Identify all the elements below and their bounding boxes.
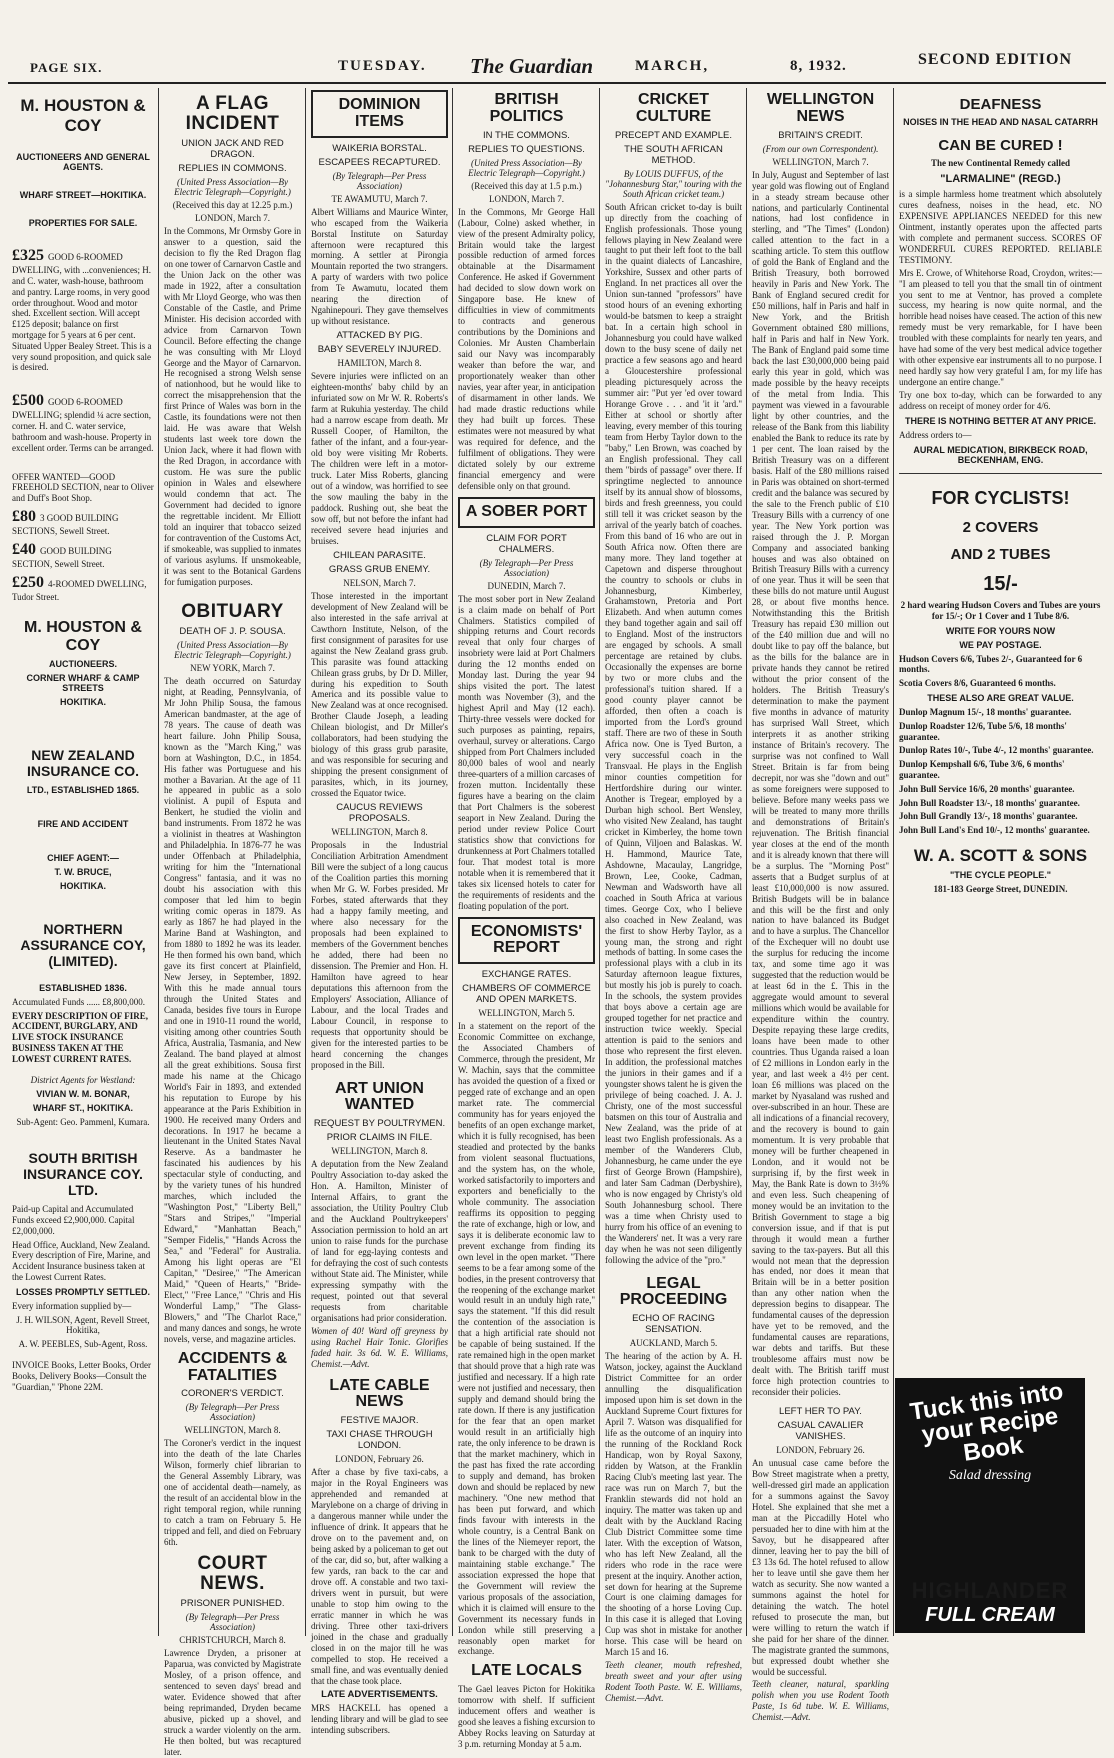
column-flag-incident xyxy=(160,88,305,1757)
highlander-ad xyxy=(895,1578,1085,1627)
article-subheading: PRECEPT AND EXAMPLE. xyxy=(614,129,733,141)
article-headline: LATE LOCALS xyxy=(471,1662,582,1680)
property-text: GOOD 6-ROOMED DWELLING, with ...conveniences; H. and C. water, wash-house, bathroom and pantry. Large rooms, in very good order throughout. Wood and motor shed. Excellent section. Will accept £125 deposit; balance on first mortgage for 5 years at 6 per cent. Situated Upper Bealey Street. This is a very sound proposition, and quick sale is desired. xyxy=(12,252,152,373)
article-byline: (By Telegraph—Per Press Association) xyxy=(479,557,574,578)
ad-headline: FOR CYCLISTS! xyxy=(931,487,1070,508)
insurance-agent-name: VIVIAN W. M. BONAR, xyxy=(36,1089,130,1100)
ad-address: AURAL MEDICATION, BIRKBECK ROAD, BECKENHAM, ENG. xyxy=(913,444,1088,465)
section-heading: PROPERTIES FOR SALE. xyxy=(28,218,138,228)
ad-headline: DEAFNESS xyxy=(959,96,1042,113)
property-listing xyxy=(12,540,154,570)
column-rule xyxy=(599,88,600,1636)
ad-body: 2 hard wearing Hudson Covers and Tubes are yours for 15/-; Or 1 Cover and 1 Tube 8/6. xyxy=(900,599,1101,621)
ad-line: John Bull Roadster 13/-, 18 months' guarantee. xyxy=(899,797,1080,808)
advertisement: Women of 40! Ward off greyness by using Rachel Hair Tonic. Glorifies faded hair. 3s 6d. W. E. Williams, Chemist.—Advt. xyxy=(311,1325,448,1369)
article-byline: By LOUIS DUFFUS, of the "Johannesburg Star," touring with the South African cricket team.) xyxy=(605,168,742,199)
property-text: 4-ROOMED DWELLING, Tudor Street. xyxy=(12,578,147,603)
ad-line: John Bull Service 16/6, 20 months' guarantee. xyxy=(899,783,1075,794)
article-byline: (By Telegraph—Per Press Association) xyxy=(185,1402,280,1423)
article-subheading: CASUAL CAVALIER VANISHES. xyxy=(777,1420,864,1443)
ad-price: 15/- xyxy=(983,572,1018,595)
property-text: 3 GOOD BUILDING SECTIONS, Sewell Street. xyxy=(12,512,119,537)
article-body: In a statement on the report of the Economic Committee on exchange, the Associated Chambers of Commerce, through the president, Mr W. Machin, says that the committee has avoided the question of a fixed or pegged rate of exchange and an open market rate. The commercial community has for years enjoyed the benefits of an open exchange market, which it is fully recognised, has been steadied and protected by the banks from violent seasonal fluctuations, and the system has, on the whole, worked satisfactorily to importers and exporters and beneficially to the whole community. The association reaffirms its opposition to pegging the rate of exchange, high or low, and says it is deliberate economic law to prevent exchange from finding its own level in the open market. "There seems to be a fear among some of the bodies, in the present controversy that the reopening of the exchange market would result in an unduly high rate," says the statement. "If this did result the contention of the association is that a high artificial rate should not be capable of being sustained. If the rate remained high in the open market that should prove that a high rate was justified and necessary. If a high rate were not justified and necessary, then supply and demand should bring the rate down. If there is any justification for the fear that an open market would result in an artificially high rate, the only inference to be drawn is that the market machinery, which in the past has fixed the rate according to supply and demand, has broken down and should be replaced by new machinery. "One new method that has been put forward, and which finds favour with interests in the whole country, is a Central Bank on the lines of the Niemeyer report, the bank to be charged with the duty of maintaining stable exchange." The association expressed the hope that the Government will review the various proposals of the association, which it is claimed will ensure to the Government its necessary funds in London while still preserving a reasonably open market for exchange. xyxy=(458,1021,595,1657)
ad-line: Dunlop Rates 10/-, Tube 4/-, 12 months' guarantee. xyxy=(899,745,1094,756)
article-body: Those interested in the important development of New Zealand will be also interested in the safe arrival at Cawthorn Institute, Nelson, of the first consignment of parasites for use against the New Zealand grass grub. This parasite was found attacking Chilean grass grubs, by Dr D. Miller, during his expedition to South America and its possible value to New Zealand was at once recognised. Brother Claude Joseph, a leading Chilean biologist, and Dr Miller's collaborators, had been studying the biology of this grass grub parasite, and was responsible for securing and shipping the present consignment of parasites, which, in its journey, crossed the Equator twice. xyxy=(311,590,448,799)
property-price: £500 xyxy=(12,392,44,410)
insurance-funds: Accumulated Funds ...... £8,800,000. xyxy=(12,996,145,1007)
section-heading: LATE ADVERTISEMENTS. xyxy=(321,1689,438,1701)
article-dateline: NELSON, March 7. xyxy=(343,577,416,588)
article-subheading: CHAMBERS OF COMMERCE AND OPEN MARKETS. xyxy=(462,983,591,1006)
article-byline: (United Press Association—By Electric Telegraph—Copyright.) xyxy=(174,176,291,197)
insurance-office: Head Office, Auckland, New Zealand. Every description of Fire, Marine, and Accident Insurance business taken at the Lowest Current Rates. xyxy=(12,1239,151,1283)
property-listing xyxy=(12,507,154,537)
article-byline: (From our own Correspondent). xyxy=(762,143,879,154)
property-listing xyxy=(12,391,154,453)
ad-headline: AND 2 TUBES xyxy=(950,545,1051,563)
article-dateline: NEW YORK, March 7. xyxy=(190,662,275,673)
column-classifieds xyxy=(8,88,158,1638)
article-body: South African cricket to-day is built up directly from the coaching of English professionals. Those young fellows playing in New Zealand were taught to put their left foot to the ball in the quaint dialects of Lancashire, Yorkshire, Sussex and other parts of England. In net practices all over the Union sun-tanned "professors" have stood hours of an evening exhorting would-be batsmen to keep a straight bat. In a certain high school in Johannesburg you could have walked down to the busy scene of daily net practice a few seasons ago and heard a Gloucestershire professional pleading picturesquely across the summer air: "Put yer 'ed over toward Horange Grove . . . and 'it it 'ard." Either at school or shortly after leaving, every member of this touring team from Herby Taylor down to the "baby," Len Brown, was coached by an English professional. They call them "birds of passage" over there. If springtime neglected to announce itself by its annual show of blossoms, birds and fresh greenness, you could still tell it was cricket season by the arrival of the yearly batch of coaches. From this band of 16 who are out in South Africa now. Often there are many more. They land together at Capetown and disperse throughout the country to schools or clubs in Johannesburg, Kimberley, Grahamstown, Pretoria and Port Elizabeth. And when autumn comes they band together again and sail off to England. Most of the instructors are engaged by schools. A small percentage are retained by clubs. Occasionally the expenses are borne by two or more clubs and the professional's tuition shared. If a good county player cannot be afforded, then often a coach is imported from the Lord's ground staff. There are two of these in South Africa now. One is Tyed Burton, a very successful coach in the Transvaal. He plays in the English minor counties competition for Hertfordshire during our winter. Another is Tregear, employed by a Durban high school. Bert Wensley, who visited New Zealand, has taught cricket in Kimberley, the home town of Quinn, Viljoen and Balaskas. W. H. Hammond, Maurice Tate, Ashdowne, Macaulay, Langridge, Brown, Lee, Cooke, Cadman, Newman and Wadsworth have all coached in South Africa at various times. George Cox, who I believe also coached in New Zealand, was the first to show Herby Taylor, as a young man, the strong and right methods of batting. In some cases the professional plays with a club in its Saturday afternoon league fixtures, but mostly his job is purely to coach. In the schools, the system provides that boys above a certain age are grouped together for net practice and instruction twice weekly. Special attention is paid to the seniors and those who represent the first eleven. In addition, the professional matches the juniors in their games and if a youngster shows talent he is given the privilege of being coached. J. A. J. Christy, one of the most successful batsmen on this tour of Australia and New Zealand, was the pride of at least two English professionals. As a member of the Wanderers Club, Johannesburg, he came under the eye first of George Brown (Hampshire), and later Sam Cadman (Derbyshire), who is now engaged by Christy's old South Johannesburg school. There was a time when Christy used to hurry from his office of an evening to the Wanderers' net. It was a very rare day when he was not seen diligently following the advice of the "pro." xyxy=(605,201,742,1265)
article-body: The most sober port in New Zealand is a claim made on behalf of Port Chalmers. Statistics compiled of shipping returns and Court records reveal that only four charges of insobriety were laid at Port Chalmers during the 12 months ended on Monday last. During the year 94 ships visited the port. The latest month was November (3), and the highest April and May (12 each). Thirty-three vessels were docked for such purposes as painting, repairs, overhaul, survey or alterations. Cargo shipped from Port Chalmers included 80,000 bales of wool and nearly three-quarters of a million carcases of frozen mutton. Incidentally these figures have a bearing on the claim that Port Chalmers is the soberest seaport in New Zealand. During the period under review Police Court statistics show that convictions for drunkenness at Port Chalmers totalled four. That modest total is more notable when it is remembered that it takes six licensed hotels to cater for the requirements of residents and the floating population of the port. xyxy=(458,593,595,911)
article-headline: CRICKET CULTURE xyxy=(635,91,712,125)
article-body: In July, August and September of last year gold was flowing out of England in a steady stream because other nations, and particularly Continental nations, had lost confidence in sterling, and "The Times" (London) called attention to the fact in a scathing article. To stem this outflow of gold the Bank of England and the British Treasury, both borrowed heavily in Paris and New York. The Bank of England secured credit for £50 millions, half in Paris and half in New York, and the British Government obtained £80 millions, half in Paris and half in New York. The Bank of England paid some time back the last £30,000,000 being paid early this year in gold, which was made possible by the heavy receipts of the metal from India. This payment was viewed in a favourable light by other countries, and the release of the Bank from this liability enabled the Bank to reduce its rate by 1 per cent. The loan raised by the British Treasury was on a different basis. Half of the £80 millions raised in Paris was obtained on short-termed credit and the balance was secured by the sale to the French public of £10 Treasury Bills with a currency of one year. The New York portion was raised through the J. P. Morgan Company and associated banking houses and was also obtained on British Treasury Bills with a currency of one year. Thus it will be seen that these bills do not mature until August 28, or about five months hence. Notwithstanding this the British Treasury has repaid £30 million out of the £40 million due and will no doubt like to pay off the balance, but as the bills for the balance are in private hands they cannot be retired without the prior consent of the holders. The British Treasury's determination to make the payment five months in advance of maturity has surprised Wall Street, which interprets it as another striking instance of Britain's recovery. The surprise was not confined to Wall Street. Britain is far from being decrepit, nor was she "down and out" as some foreigners were supposed to believe. Before many weeks pass we will be treated to many more thrills and demonstrations of Britain's rejuvenation. The British financial year closes at the end of the month and it is already known that there will be a surplus. The "Morning Post" asserts that a Budget surplus of at least £10,000,000 is now assured. British Budgets will be in balance and this will be the first and only nation to have balanced its Budget and to have a surplus. The Chancellor of the Exchequer will no doubt use the surplus for reducing the income tax, and some time ago it was suggested that the reduction would be at least 6d in the £. This in the aggregate would amount to several millions which would be available for expenditure within the country. Despite repaying these large credits, loans have been made to other countries. Thus Uganda raised a loan of £2 millions in London early in the year, and last week a 4½ per cent. loan £6 millions was placed on the market by Nyasaland was rushed and over-subscribed in an hour. These are all indications of a financial recovery, and the recovery is bound to gain momentum. It is very probable that money will be further cheapened in London, and it would not be surprising if, by the first week in May, the Bank Rate is down to 3½% and even less. Such cheapening of money would be an invitation to the British Government to stage a big conversion issue, and if that is put through it would mean a further saving to the tax-payers. But all this would not mean that the depression has ended, nor does it mean that Britain will be in a better position than any other nation when the depression begins to disappear. The fundamental causes of the depression have yet to be removed, and the fundamental causes are reparations, war debts and tariffs. But these troublesome affairs must now be dealt with. The British tariff must force high protection countries to reconsider their policies. xyxy=(752,169,889,1398)
article-headline: OBITUARY xyxy=(181,600,284,622)
ad-body: is a simple harmless home treatment which absolutely cures deafness, noises in the head, etc. NO EXPENSIVE APPLIANCES NEEDED for this new Ointment, instantly operates upon the affected parts with complete and permanent success. SCORES OF WONDERFUL CURES REPORTED. RELIABLE TESTIMONY. xyxy=(899,188,1102,265)
article-subheading: REPLIES TO QUESTIONS. xyxy=(468,143,585,155)
firm-town: HOKITIKA. xyxy=(60,696,106,707)
article-headline: A SOBER PORT xyxy=(465,502,588,520)
headline-box xyxy=(458,497,595,528)
ad-line: Address orders to— xyxy=(899,430,972,441)
column-wellington-news xyxy=(748,88,893,1723)
masthead-day: TUESDAY. xyxy=(338,58,427,74)
ad-line: John Bull Land's End 10/-, 12 months' guarantee. xyxy=(899,825,1090,836)
property-text: GOOD 6-ROOMED DWELLING; splendid ¼ acre section, corner. H. and C. water service, bathroom and wash-house. Property in excellent order. Terms can be arranged. xyxy=(12,397,154,453)
column-dominion-items xyxy=(307,88,452,1736)
page-number: PAGE SIX. xyxy=(30,60,103,75)
article-subheading: LEFT HER TO PAY. xyxy=(779,1406,862,1418)
article-body: The Coroner's verdict in the inquest into the death of the late Charles Wilson, formerly chief librarian to the General Assembly Library, was one of accidental death—namely, as the result of an accidental blow in the right temporal region, while running to catch a tram on February 5. He tripped and fell, and died on February 6th. xyxy=(164,1438,301,1548)
article-subheading: CORONER'S VERDICT. xyxy=(181,1388,284,1400)
article-subheading: PRIOR CLAIMS IN FILE. xyxy=(326,1132,433,1144)
received-note: (Received this day at 1.5 p.m.) xyxy=(471,180,582,191)
ad-line: WRITE FOR YOURS NOW xyxy=(945,625,1056,636)
ad-line: Dunlop Magnum 15/-, 18 months' guarantee. xyxy=(899,706,1072,717)
masthead xyxy=(0,0,1114,84)
article-body: The Gael leaves Picton for Hokitika tomorrow with shelf. If sufficient inducement offers and weather is good she leaves a fishing excursion to Abbey Rocks leaving on Saturday at 3 p.m. returning Monday at 5 a.m. xyxy=(458,1684,595,1750)
advertisement: Teeth cleaner, natural, sparkling polish when you use Rodent Tooth Paste, 1s 6d tube. W. E. Williams, Chemist.—Advt. xyxy=(752,1679,889,1723)
insurance-subagent: Sub-Agent: Geo. Pammenl, Kumara. xyxy=(16,1117,150,1128)
masthead-rule xyxy=(8,82,1106,84)
insurance-description: EVERY DESCRIPTION OF FIRE, ACCIDENT, BURGLARY, AND LIVE STOCK INSURANCE BUSINESS TAKEN AT THE LOWEST CURRENT RATES. xyxy=(12,1010,149,1064)
ad-line: John Bull Grandly 13/-, 18 months' guarantee. xyxy=(899,811,1078,822)
insurance-company: NORTHERN ASSURANCE COY, (LIMITED). xyxy=(20,920,146,969)
ad-headline: CAN BE CURED ! xyxy=(938,137,1063,154)
article-body: Albert Williams and Maurice Winter, who escaped from the Waikeria Borstal Institute on Saturday afternoon were recaptured this morning. A settler at Pirongia Mountain reported the two strangers. A party of warders with two police from Te Awamutu, located them nearing the direction of Ngahinepouri. They gave themselves up without resistance. xyxy=(311,206,448,327)
article-subheading: GRASS GRUB ENEMY. xyxy=(328,563,431,575)
article-headline: COURT NEWS. xyxy=(197,1553,268,1595)
firm-name: M. HOUSTON & COY xyxy=(24,618,142,654)
insurance-agent-name: T. W. BRUCE, xyxy=(54,866,112,877)
article-dateline: WELLINGTON, March 8. xyxy=(184,1425,281,1436)
insurance-agent-address: WHARF ST., HOKITIKA. xyxy=(33,1103,133,1114)
firm-address: CORNER WHARF & CAMP STREETS xyxy=(26,672,140,693)
firm-role: AUCTIONEERS. xyxy=(48,658,117,669)
brand-tagline: FULL CREAM xyxy=(895,1604,1085,1627)
article-body: The death occurred on Saturday night, at Reading, Pennsylvania, of Mr John Philip Sousa, the famous American bandmaster, at the age of 78 years. The cause of death was heart failure. John Philip Sousa, known as the "March King," was born at Washington, D.C., in 1854. His father was Portuguese and his mother a Bavarian. At the age of 11 he appeared in public as a solo violinist. A pupil of Esputa and Benkert, he studied the violin and band instruments. From 1872 he was a violinist in theatres at Washington and Philadelphia. In 1876-77 he was under Offenbach at Philadelphia, writing for him the "International Congress" fantasia, and it was no doubt his association with this composer that led him to begin writing comic operas in 1879. As early as 1867 he had played in the Marine Band at Washington, and from 1880 to 1892 he was its leader. He then formed his own band, which gave its first concert at Plainfield, New Jersey, in September, 1892. With this he made annual tours through the United States and Canada, besides five tours in Europe and one in 1910-11 round the world, visiting among other countries South Africa, Australia, Tasmania, and New Zealand. The band played at almost all the great exhibitions. Sousa first made his name at the Chicago World's Fair in 1893, and extended his reputation to Europe by his appearance at the Paris Exhibition in 1900. He received many Orders and decorations. In 1917 he became a lieutenant in the United States Naval Reserve. As a bandmaster he fascinated his audiences by his spectacular style of conducting, and by the variety tunes of his hundred marches, which included the "Washington Post," "Liberty Bell," "Stars and Stripes," "Imperial Edward," "Manhattan Beach," "Semper Fidelis," "Hands Across the Sea," and "Federal" for Australia. Among his light operas are "El Capitan," "Desiree," "The American Maid," "Queen of Hearts," "Bride-Elect," "Free Lance," "Chris and His Wonderful Lamp," "The Glass-Blowers," and "The Charlot Race," and many dances and songs, he wrote novels, verse, and magazine articles. xyxy=(164,675,301,1344)
article-byline: (By Telegraph—Per Press Association) xyxy=(185,1612,280,1633)
article-byline: (By Telegraph—Per Press Association) xyxy=(332,170,427,191)
ad-line: Dunlop Roadster 12/6, Tube 5/6, 18 months' guarantee. xyxy=(899,720,1067,742)
article-byline: (United Press Association—By Electric Telegraph—Copyright.) xyxy=(468,157,585,178)
headline-box xyxy=(311,90,448,138)
article-dateline: WELLINGTON, March 8. xyxy=(331,827,428,838)
insurance-subagent: A. W. PEEBLES, Sub-Agent, Ross. xyxy=(18,1339,148,1350)
article-body: Severe injuries were inflicted on an eighteen-months' baby child by an infuriated sow on Mr W. R. Roberts's farm at Rukuhia yesterday. The child had a narrow escape from death. Mr Russell Cooper, of Hamilton, the father of the infant, and a four-year-old boy were visiting Mr Roberts. The children were left in a motor-truck. Later Miss Roberts, glancing out of a window, was horrified to see the sow mauling the baby in the paddock. Rushing out, she beat the sow off, but not before the infant had received severe head injuries and bruises. xyxy=(311,371,448,546)
firm-role: AUCTIONEERS AND GENERAL AGENTS. xyxy=(16,152,150,172)
article-subheading: REQUEST BY POULTRYMEN. xyxy=(313,1118,446,1130)
article-dateline: DUNEDIN, March 7. xyxy=(487,580,566,591)
article-body: In the Commons, Mr Ormsby Gore in answer to a question, said the decision to fly the Red Dragon flag on one tower of Carnarvon Castle and the Union Jack on the other was made in 1922, after a consultation with Mr Lloyd George, who was then Constable of the Castle, and Prime Minister. His decision accorded with advice from Carnarvon Town Council. Before effecting the change he was consulting with Mr Lloyd George and the Mayor of Carnarvon. He recognised a strong Welsh sense of nationhood, but he would like to correct the misapprehension that the first Prince of Wales was born in the Castle, its foundations were not then laid. He was aware that Welsh students last week tore down the Union Jack, where it had flown with the Red Dragon, in accordance with custom. He was sure the public opinion in Wales and elsewhere would condemn that act. The Government had decided to ignore the regrettable incident. Mr Elliott told an inquirer that tobacco seized for contravention of the Customs Act, if smokeable, was supplied to inmates of various asylums. If unsmokeable, it was sent to the Botanical Gardens for fumigation purposes. xyxy=(164,225,301,587)
ad-line: Dunlop Kempshall 6/6, Tube 3/6, 6 months' guarantee. xyxy=(899,759,1065,780)
article-headline: ACCIDENTS & FATALITIES xyxy=(177,1349,288,1384)
article-dateline: LONDON, March 7. xyxy=(489,193,564,204)
article-headline: A FLAG INCIDENT xyxy=(185,93,280,134)
ad-line: Scotia Covers 8/6, Guaranteed 6 months. xyxy=(899,678,1056,689)
column-rule xyxy=(746,88,747,1636)
article-subheading: UNION JACK AND RED DRAGON. xyxy=(181,137,284,160)
insurance-established: ESTABLISHED 1836. xyxy=(39,982,127,993)
article-dateline: LONDON, February 26. xyxy=(776,1445,865,1456)
headline-box xyxy=(458,917,595,965)
insurance-established: LTD., ESTABLISHED 1865. xyxy=(26,784,140,795)
masthead-month: MARCH, xyxy=(635,58,710,74)
article-subheading: REPLIES IN COMMONS. xyxy=(178,162,287,174)
article-body: The hearing of the action by A. H. Watson, jockey, against the Auckland District Committee for an order annulling the disqualification imposed upon him is set down in the Auckland Supreme Court fixtures for April 7. Watson was disqualified for life as the outcome of an inquiry into the running of the Rockland Rock Handicap, won by Royal Saxony, ridden by Watson, at the Franklin Racing Club's meeting last year. The race was run on March 7, but the Franklin stewards did not hold an inquiry. The matter was taken up and dealt with by the Auckland Racing Club District Committee some time later. With the exception of Watson, who has left New Zealand, all the riders who rode in the race were present at the inquiry. Another action, set down for hearing at the Supreme Court is one claiming damages for the shooting of a horse Loving Cup. In this case it is alleged that Loving Cup was shot in mistake for another horse. This case will be heard on March 15 and 16. xyxy=(605,1351,742,1658)
ad-line: Hudson Covers 6/6, Tubes 2/-, Guaranteed for 6 months. xyxy=(899,653,1083,675)
article-subheading: CLAIM FOR PORT CHALMERS. xyxy=(486,532,567,555)
masthead-edition: SECOND EDITION xyxy=(918,51,1073,68)
column-rule xyxy=(452,88,453,1636)
property-price: £250 xyxy=(12,573,44,591)
masthead-date: 8, 1932. xyxy=(790,58,847,74)
article-subheading: BABY SEVERELY INJURED. xyxy=(317,344,442,356)
received-note: (Received this day at 12.25 p.m.) xyxy=(172,199,293,210)
article-dateline: WELLINGTON, March 7. xyxy=(772,156,869,167)
article-subheading: DEATH OF J. P. SOUSA. xyxy=(179,625,286,637)
advertisement: Teeth cleaner, mouth refreshed, breath sweet and your after using Rodent Tooth Paste. W. E. Williams, Chemist.—Advt. xyxy=(605,1660,742,1704)
article-dateline: HAMILTON, March 8. xyxy=(337,358,422,369)
firm-name: M. HOUSTON & COY xyxy=(20,96,146,135)
article-headline: ART UNION WANTED xyxy=(335,1079,424,1114)
ad-line: THESE ALSO ARE GREAT VALUE. xyxy=(927,692,1074,703)
ad-line: "THE CYCLE PEOPLE." xyxy=(949,869,1052,880)
article-subheading: ATTACKED BY PIG. xyxy=(336,330,423,342)
article-body: After a chase by five taxi-cabs, a major in the Royal Engineers was apprehended and remanded at Marylebone on a charge of driving in a dangerous manner while under the influence of drink. It appears that he drove on to the pavement and, on being asked by a policeman to get out of the car, did so, but, after walking a few yards, ran back to the car and drove off. A constable and two taxi-drivers went in pursuit, but were unable to stop him owing to the erratic manner in which he was driving. Three other taxi-drivers joined in the chase and gradually closed in on the major till he was compelled to stop. He received a small fine, and was eventually denied that the chase took place. xyxy=(311,1467,448,1686)
ad-line: The new Continental Remedy called xyxy=(931,158,1070,168)
ad-subheading: NOISES IN THE HEAD AND NASAL CATARRH xyxy=(903,117,1098,127)
column-british-politics xyxy=(454,88,599,1750)
article-dateline: WELLINGTON, March 5. xyxy=(478,1008,575,1019)
article-dateline: AUCKLAND, March 5. xyxy=(629,1338,718,1349)
insurance-info: Every information supplied by— xyxy=(12,1300,132,1311)
insurance-company: SOUTH BRITISH INSURANCE COY. LTD. xyxy=(23,1150,143,1199)
article-subheading: FESTIVE MAJOR. xyxy=(340,1415,419,1427)
article-body: An unusual case came before the Bow Street magistrate when a pretty, well-dressed girl made an application for a summons against the Savoy Hotel. She explained that she met a man at the Piccadilly Hotel who persuaded her to dine with him at the Savoy, but he disappeared after dinner, leaving her to pay the bill of £3 13s 6d. The hotel refused to allow her to leave until she gave them her watch as security. She now wanted a summons against the hotel for detaining the watch. The hotel refused to prosecute the man, but were willing to return the watch if she paid for her share of the dinner. The magistrate granted the summons, but expressed doubt whether she would be successful. xyxy=(752,1458,889,1677)
insurance-capital: Paid-up Capital and Accumulated Funds exceed £2,900,000. Capital £2,000,000. xyxy=(12,1204,135,1236)
ad-headline: W. A. SCOTT & SONS xyxy=(913,845,1088,865)
article-dateline: WELLINGTON, March 8. xyxy=(331,1146,428,1157)
invoice-ad: INVOICE Books, Letter Books, Order Books, Delivery Books—Consult the "Guardian," 'Phone 22M. xyxy=(12,1360,151,1392)
article-headline: BRITISH POLITICS xyxy=(489,91,564,125)
insurance-company: NEW ZEALAND INSURANCE CO. xyxy=(26,746,139,779)
property-listing: OFFER WANTED—GOOD FREEHOLD SECTION, near to Oliver and Duff's Boot Shop. xyxy=(12,471,154,504)
article-body: A deputation from the New Zealand Poultry Association to-day asked the Hon. A. Hamilton, Minister of Internal Affairs, to grant the association, the Utility Poultry Club and the Auckland Poultrykeepers' Association permission to hold an art union to raise funds for the purchase of land for egg-laying contests and for defraying the cost of such contests without State aid. The Minister, while expressing sympathy with the request, pointed out that several requests from charitable organisations had prior consideration. xyxy=(311,1159,448,1323)
article-headline: DOMINION ITEMS xyxy=(338,96,421,130)
insurance-lines: FIRE AND ACCIDENT xyxy=(37,818,129,829)
article-byline: (United Press Association—By Electric Telegraph—Copyright.) xyxy=(174,639,291,660)
insurance-agents-label: District Agents for Westland: xyxy=(30,1074,136,1085)
article-dateline: LONDON, March 7. xyxy=(195,212,270,223)
advertisement: MRS HACKELL has opened a lending library and will be glad to see intending subscribers. xyxy=(311,1703,448,1736)
column-cricket-culture xyxy=(601,88,746,1704)
article-subheading: ECHO OF RACING SENSATION. xyxy=(632,1313,715,1336)
article-headline: WELLINGTON NEWS xyxy=(766,91,875,125)
article-dateline: CHRISTCHURCH, March 8. xyxy=(179,1635,286,1646)
article-subheading: CHILEAN PARASITE. xyxy=(333,549,426,561)
ad-body: Try one box to-day, which can be forwarded to any address on receipt of money order for 4/6. xyxy=(899,390,1102,412)
insurance-losses: LOSSES PROMPTLY SETTLED. xyxy=(15,1286,151,1297)
brand-name: HIGHLANDER xyxy=(911,1578,1069,1603)
ad-address: 181-183 George Street, DUNEDIN. xyxy=(933,883,1068,894)
article-subheading: THE SOUTH AFRICAN METHOD. xyxy=(624,143,723,166)
article-body: In the Commons, Mr George Hall (Labour, Colne) asked whether, in view of the present Admiralty policy, Britain would take the largest possible reduction of armed forces obtainable at the Disarmament Conference. He asked if Government had decided to slow down work on Singapore base. He knew of difficulties in view of commitments to contracts and generous contributions by the Dominions and Colonies. Mr Austen Chamberlain said our Navy was incomparably weaker than before the war, and proportionately weaker than other navies, year after year, in anticipation of disarmament in other lands. We had made drastic reductions while they had built up forces. These estimates were not measured by what was required for defence, and the fulfilment of obligations. They were dictated solely by our extreme financial emergency and were defensible only on that ground. xyxy=(458,206,595,491)
masthead-title: The Guardian xyxy=(470,54,594,78)
article-dateline: LONDON, February 26. xyxy=(335,1454,424,1465)
property-listing xyxy=(12,573,154,603)
article-headline: LATE CABLE NEWS xyxy=(329,1376,430,1411)
property-text: GOOD BUILDING SECTION, Sewell Street. xyxy=(12,545,112,570)
ad-headline: 2 COVERS xyxy=(962,518,1039,536)
column-rule xyxy=(158,88,159,1636)
property-price: £40 xyxy=(12,540,36,558)
property-price: £80 xyxy=(12,507,36,525)
article-subheading: BRITAIN'S CREDIT. xyxy=(778,129,863,141)
article-subheading: CAUCUS REVIEWS PROPOSALS. xyxy=(336,802,423,825)
column-advertisements xyxy=(895,88,1106,1638)
insurance-agent-town: HOKITIKA. xyxy=(60,880,106,891)
article-headline: ECONOMISTS' REPORT xyxy=(470,922,583,957)
article-subheading: PRISONER PUNISHED. xyxy=(180,1598,285,1610)
property-listing xyxy=(12,246,154,373)
article-subheading: ESCAPEES RECAPTURED. xyxy=(318,156,441,168)
article-subheading: IN THE COMMONS. xyxy=(483,129,570,141)
divider xyxy=(899,473,1102,474)
firm-address: WHARF STREET—HOKITIKA. xyxy=(19,190,147,200)
recipe-headline: Tuck this into your Recipe Book xyxy=(908,1377,1065,1467)
column-rule xyxy=(305,88,306,1636)
article-dateline: TE AWAMUTU, March 7. xyxy=(331,193,428,204)
article-subheading: TAXI CHASE THROUGH LONDON. xyxy=(326,1429,433,1452)
insurance-agent-label: CHIEF AGENT:— xyxy=(47,852,119,863)
insurance-agent: J. H. WILSON, Agent, Revell Street, Hokitika, xyxy=(16,1314,150,1336)
ad-line: WE PAY POSTAGE. xyxy=(959,639,1042,650)
ad-testimonial: Mrs E. Crowe, of Whitehorse Road, Croydon, writes:— "I am pleased to tell you that the small tin of ointment you sent to me at Ventnor, has proved a complete success, my hearing is now quite normal, and the horrible head noises have ceased. The action of this new remedy must be very remarkable, for I have been troubled with these complaints for nearly ten years, and have had some of the very best medical advice together with other expensive ear instruments all to no purpose. I need hardly say how very grateful I am, for my life has undergone an entire change." xyxy=(899,267,1102,388)
recipe-subheadline: Salad dressing xyxy=(948,1468,1032,1483)
article-body: Lawrence Dryden, a prisoner at Paparua, was convicted by Magistrate Mosley, of a prison offence, and sentenced to seven days' bread and water. Evidence showed that after being reprimanded, Dryden became abusive, picked up a shovel, and struck a warder violently on the arm. He then bolted, but was recaptured later. xyxy=(164,1648,301,1757)
article-headline: LEGAL PROCEEDING xyxy=(619,1274,728,1309)
ad-product: "LARMALINE" (REGD.) xyxy=(940,172,1061,185)
article-subheading: EXCHANGE RATES. xyxy=(481,969,572,981)
property-price: £325 xyxy=(12,247,44,264)
article-subheading: WAIKERIA BORSTAL. xyxy=(332,142,427,154)
article-body: Proposals in the Industrial Conciliation Arbitration Amendment Bill were the subject of a long caucus of the Coalition parties this morning when Mr G. W. Forbes presided. Mr Forbes, stated afterwards that they had a happy family meeting, and where also necessary for the proposals had been explained to members of the Government benches he added, there had been no dissension. The Premier and Hon. H. Hamilton have agreed to hear deputations this afternoon from the Employers' Association, Alliance of Labour, and the local Trades and Labour Council, in response to requests that opportunity should be given for the interested parties to be heard concerning the changes proposed in the Bill. xyxy=(311,840,448,1070)
ad-line: THERE IS NOTHING BETTER AT ANY PRICE. xyxy=(904,416,1096,427)
